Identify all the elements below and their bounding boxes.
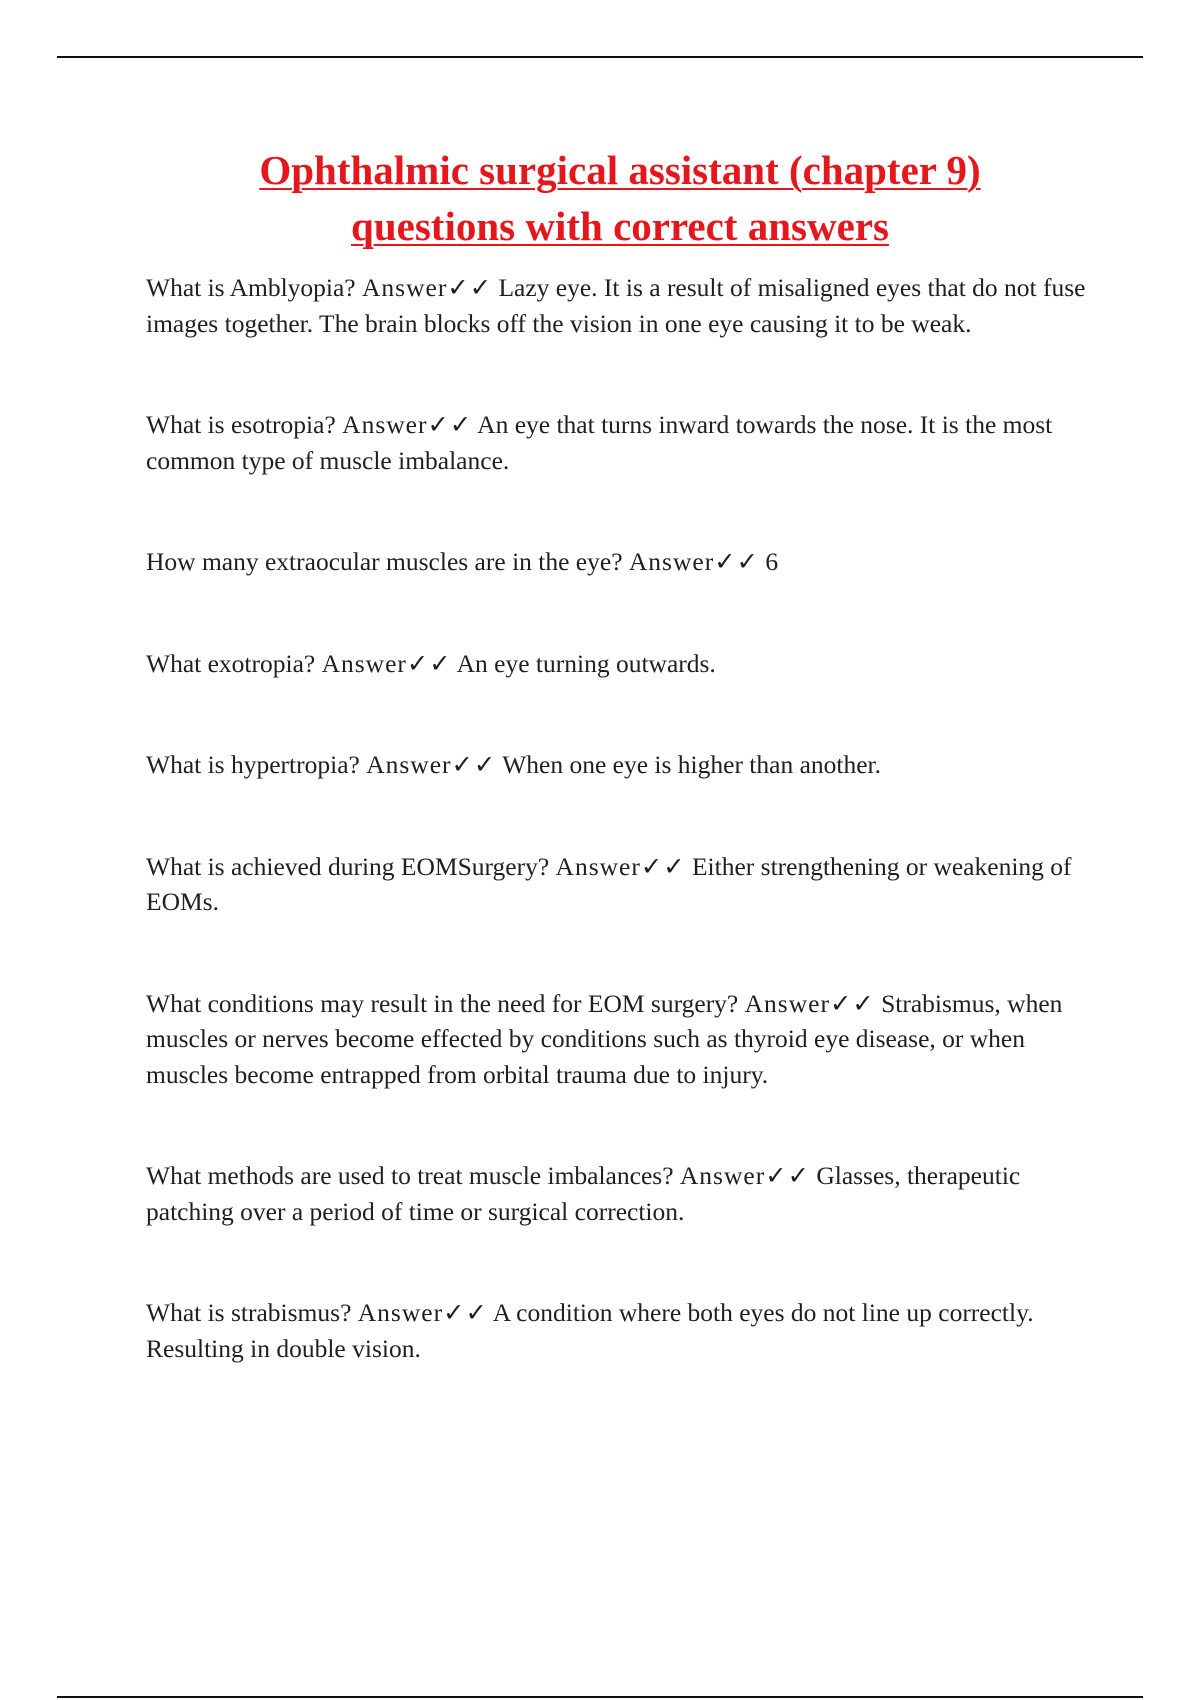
answer-marker: Answer✓✓	[366, 750, 497, 779]
qa-answer: An eye turning outwards.	[456, 648, 716, 678]
qa-answer: 6	[765, 547, 779, 576]
qa-question: What is hypertropia?	[146, 750, 360, 779]
qa-item	[146, 544, 1096, 580]
qa-item	[146, 849, 1096, 920]
qa-question: What conditions may result in the need for EOM surgery?	[146, 988, 739, 1018]
qa-list	[146, 270, 1096, 1366]
answer-marker: Answer✓✓	[321, 648, 452, 678]
answer-marker: Answer✓✓	[362, 273, 493, 302]
qa-answer: When one eye is higher than another.	[502, 750, 882, 779]
qa-answer: Either strengthening or weakening of EOMs.	[146, 851, 1072, 916]
qa-item	[146, 407, 1096, 478]
qa-answer: An eye that turns inward towards the nose. It is the most common type of muscle imbalance.	[146, 410, 1053, 475]
qa-item	[146, 747, 1096, 783]
qa-answer: Glasses, therapeutic patching over a period of time or surgical correction.	[146, 1161, 1021, 1226]
qa-question: What is Amblyopia?	[146, 273, 356, 302]
document-title	[100, 142, 1140, 254]
answer-marker: Answer✓✓	[342, 410, 473, 439]
qa-item	[146, 1295, 1096, 1366]
footer-rule	[57, 1696, 1143, 1698]
qa-answer: A condition where both eyes do not line up correctly. Resulting in double vision.	[146, 1298, 1034, 1363]
title-line-2: questions with correct answers	[351, 203, 889, 249]
answer-marker: Answer✓✓	[679, 1161, 810, 1190]
answer-marker: Answer✓✓	[628, 547, 759, 576]
qa-item	[146, 1158, 1096, 1229]
answer-marker: Answer✓✓	[357, 1298, 488, 1327]
qa-item	[146, 646, 1096, 682]
qa-question: What is strabismus?	[146, 1298, 352, 1327]
title-line-1: Ophthalmic surgical assistant (chapter 9)	[259, 147, 981, 193]
qa-question: What is achieved during EOMSurgery?	[146, 851, 550, 881]
qa-question: What is esotropia?	[146, 410, 336, 439]
answer-marker: Answer✓✓	[744, 988, 875, 1018]
header-rule	[57, 56, 1143, 58]
qa-question: What exotropia?	[146, 648, 316, 678]
qa-answer: Strabismus, when muscles or nerves become effected by conditions such as thyroid eye disease, or when muscles become entrapped from orbital trauma due to injury.	[146, 988, 1063, 1089]
qa-item	[146, 270, 1096, 341]
qa-question: How many extraocular muscles are in the eye?	[146, 547, 623, 576]
qa-answer: Lazy eye. It is a result of misaligned eyes that do not fuse images together. The brain blocks off the vision in one eye causing it to be weak.	[146, 273, 1086, 338]
answer-marker: Answer✓✓	[555, 851, 686, 881]
qa-question: What methods are used to treat muscle imbalances?	[146, 1161, 674, 1190]
qa-item	[146, 986, 1096, 1093]
